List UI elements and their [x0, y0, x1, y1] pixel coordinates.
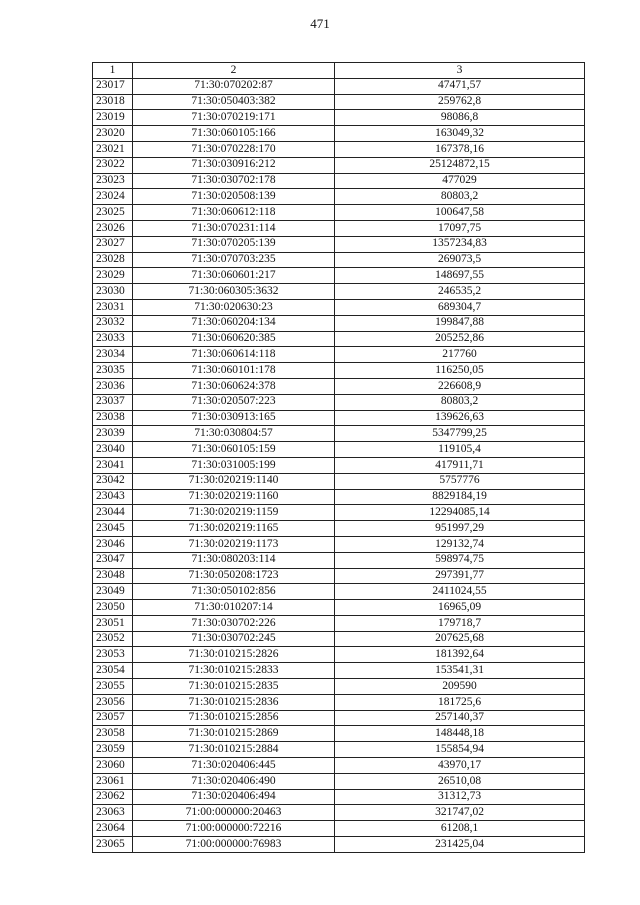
cadastral-value: 25124872,15 — [335, 157, 585, 173]
row-number: 23019 — [93, 110, 133, 126]
row-number: 23058 — [93, 726, 133, 742]
row-number: 23027 — [93, 236, 133, 252]
row-number: 23045 — [93, 521, 133, 537]
row-number: 23023 — [93, 173, 133, 189]
row-number: 23020 — [93, 126, 133, 142]
cadastral-value: 26510,08 — [335, 773, 585, 789]
cadastral-value: 205252,86 — [335, 331, 585, 347]
table-row — [93, 789, 585, 805]
cadastral-number: 71:30:030702:178 — [133, 173, 335, 189]
row-number: 23065 — [93, 837, 133, 853]
cadastral-number: 71:30:070202:87 — [133, 78, 335, 94]
table-row — [93, 331, 585, 347]
row-number: 23032 — [93, 315, 133, 331]
table-row — [93, 805, 585, 821]
table-row — [93, 710, 585, 726]
table-row — [93, 758, 585, 774]
row-number: 23053 — [93, 647, 133, 663]
cadastral-value: 209590 — [335, 679, 585, 695]
table-row — [93, 426, 585, 442]
table-row — [93, 363, 585, 379]
cadastral-number: 71:30:010215:2856 — [133, 710, 335, 726]
row-number: 23036 — [93, 378, 133, 394]
table-row — [93, 94, 585, 110]
row-number: 23062 — [93, 789, 133, 805]
cadastral-value: 43970,17 — [335, 758, 585, 774]
table-row — [93, 394, 585, 410]
cadastral-number: 71:30:070228:170 — [133, 141, 335, 157]
cadastral-number: 71:30:030702:226 — [133, 615, 335, 631]
row-number: 23017 — [93, 78, 133, 94]
table-row — [93, 126, 585, 142]
table-row — [93, 236, 585, 252]
cadastral-value: 226608,9 — [335, 378, 585, 394]
table-row — [93, 299, 585, 315]
table-row — [93, 252, 585, 268]
cadastral-value: 12294085,14 — [335, 505, 585, 521]
table-row — [93, 552, 585, 568]
cadastral-number: 71:30:020630:23 — [133, 299, 335, 315]
cadastral-value: 5347799,25 — [335, 426, 585, 442]
row-number: 23047 — [93, 552, 133, 568]
cadastral-number: 71:30:030916:212 — [133, 157, 335, 173]
page-number: 471 — [310, 16, 330, 31]
table-row — [93, 521, 585, 537]
cadastral-value: 257140,37 — [335, 710, 585, 726]
cadastral-number: 71:30:060601:217 — [133, 268, 335, 284]
row-number: 23034 — [93, 347, 133, 363]
cadastral-number: 71:00:000000:76983 — [133, 837, 335, 853]
cadastral-number: 71:30:020219:1160 — [133, 489, 335, 505]
cadastral-value: 148448,18 — [335, 726, 585, 742]
cadastral-number: 71:30:070703:235 — [133, 252, 335, 268]
column-header-1: 1 — [93, 63, 133, 79]
column-header-3: 3 — [335, 63, 585, 79]
table-row — [93, 505, 585, 521]
table-row — [93, 615, 585, 631]
cadastral-value: 155854,94 — [335, 742, 585, 758]
cadastral-value: 181725,6 — [335, 694, 585, 710]
table-row — [93, 141, 585, 157]
cadastral-number: 71:30:050403:382 — [133, 94, 335, 110]
cadastral-number: 71:30:030702:245 — [133, 631, 335, 647]
table-row — [93, 837, 585, 853]
table-row — [93, 663, 585, 679]
table-row — [93, 821, 585, 837]
cadastral-value: 689304,7 — [335, 299, 585, 315]
row-number: 23018 — [93, 94, 133, 110]
cadastral-value: 100647,58 — [335, 205, 585, 221]
cadastral-value: 231425,04 — [335, 837, 585, 853]
cadastral-number: 71:30:060305:3632 — [133, 284, 335, 300]
table-row — [93, 268, 585, 284]
row-number: 23057 — [93, 710, 133, 726]
cadastral-value: 181392,64 — [335, 647, 585, 663]
cadastral-value: 31312,73 — [335, 789, 585, 805]
table-row — [93, 347, 585, 363]
row-number: 23043 — [93, 489, 133, 505]
cadastral-value: 217760 — [335, 347, 585, 363]
cadastral-value: 179718,7 — [335, 615, 585, 631]
cadastral-number: 71:30:060105:166 — [133, 126, 335, 142]
cadastral-number: 71:30:020507:223 — [133, 394, 335, 410]
cadastral-number: 71:30:060612:118 — [133, 205, 335, 221]
cadastral-value: 477029 — [335, 173, 585, 189]
cadastral-value-table — [92, 62, 585, 853]
table-row — [93, 742, 585, 758]
cadastral-number: 71:00:000000:20463 — [133, 805, 335, 821]
cadastral-number: 71:30:070205:139 — [133, 236, 335, 252]
cadastral-number: 71:30:020219:1173 — [133, 536, 335, 552]
row-number: 23052 — [93, 631, 133, 647]
cadastral-value: 148697,55 — [335, 268, 585, 284]
cadastral-number: 71:30:031005:199 — [133, 457, 335, 473]
table-row — [93, 457, 585, 473]
cadastral-number: 71:30:020219:1140 — [133, 473, 335, 489]
table-body — [93, 78, 585, 852]
cadastral-value: 98086,8 — [335, 110, 585, 126]
cadastral-number: 71:30:010215:2833 — [133, 663, 335, 679]
row-number: 23037 — [93, 394, 133, 410]
cadastral-value: 598974,75 — [335, 552, 585, 568]
row-number: 23025 — [93, 205, 133, 221]
cadastral-number: 71:30:020406:490 — [133, 773, 335, 789]
cadastral-number: 71:30:060105:159 — [133, 442, 335, 458]
table-row — [93, 157, 585, 173]
cadastral-number: 71:30:030913:165 — [133, 410, 335, 426]
row-number: 23051 — [93, 615, 133, 631]
row-number: 23056 — [93, 694, 133, 710]
cadastral-number: 71:30:010215:2869 — [133, 726, 335, 742]
cadastral-value: 119105,4 — [335, 442, 585, 458]
cadastral-number: 71:30:010215:2836 — [133, 694, 335, 710]
cadastral-value: 259762,8 — [335, 94, 585, 110]
row-number: 23049 — [93, 584, 133, 600]
cadastral-value: 139626,63 — [335, 410, 585, 426]
row-number: 23033 — [93, 331, 133, 347]
row-number: 23029 — [93, 268, 133, 284]
cadastral-value: 246535,2 — [335, 284, 585, 300]
table-row — [93, 473, 585, 489]
cadastral-value: 5757776 — [335, 473, 585, 489]
cadastral-number: 71:30:060624:378 — [133, 378, 335, 394]
cadastral-number: 71:30:020219:1159 — [133, 505, 335, 521]
table-row — [93, 584, 585, 600]
row-number: 23048 — [93, 568, 133, 584]
table-row — [93, 631, 585, 647]
cadastral-number: 71:30:030804:57 — [133, 426, 335, 442]
row-number: 23059 — [93, 742, 133, 758]
cadastral-value: 321747,02 — [335, 805, 585, 821]
cadastral-value: 16965,09 — [335, 600, 585, 616]
cadastral-number: 71:30:070219:171 — [133, 110, 335, 126]
table-row — [93, 189, 585, 205]
row-number: 23035 — [93, 363, 133, 379]
table-row — [93, 410, 585, 426]
table-row — [93, 442, 585, 458]
column-header-2: 2 — [133, 63, 335, 79]
row-number: 23024 — [93, 189, 133, 205]
cadastral-number: 71:30:050102:856 — [133, 584, 335, 600]
table-row — [93, 220, 585, 236]
cadastral-value: 116250,05 — [335, 363, 585, 379]
table-row — [93, 284, 585, 300]
table-row — [93, 694, 585, 710]
row-number: 23030 — [93, 284, 133, 300]
table-header-row — [93, 63, 585, 79]
cadastral-number: 71:30:050208:1723 — [133, 568, 335, 584]
table-row — [93, 726, 585, 742]
row-number: 23046 — [93, 536, 133, 552]
row-number: 23050 — [93, 600, 133, 616]
table-row — [93, 647, 585, 663]
cadastral-number: 71:30:010215:2884 — [133, 742, 335, 758]
row-number: 23021 — [93, 141, 133, 157]
cadastral-number: 71:00:000000:72216 — [133, 821, 335, 837]
table-row — [93, 315, 585, 331]
cadastral-number: 71:30:020406:494 — [133, 789, 335, 805]
cadastral-value: 61208,1 — [335, 821, 585, 837]
cadastral-value: 297391,77 — [335, 568, 585, 584]
row-number: 23022 — [93, 157, 133, 173]
row-number: 23028 — [93, 252, 133, 268]
row-number: 23063 — [93, 805, 133, 821]
row-number: 23042 — [93, 473, 133, 489]
cadastral-value: 207625,68 — [335, 631, 585, 647]
cadastral-number: 71:30:060620:385 — [133, 331, 335, 347]
row-number: 23040 — [93, 442, 133, 458]
table-row — [93, 205, 585, 221]
cadastral-value: 80803,2 — [335, 189, 585, 205]
table-row — [93, 679, 585, 695]
cadastral-value: 2411024,55 — [335, 584, 585, 600]
row-number: 23031 — [93, 299, 133, 315]
row-number: 23038 — [93, 410, 133, 426]
row-number: 23026 — [93, 220, 133, 236]
table-row — [93, 536, 585, 552]
cadastral-value: 8829184,19 — [335, 489, 585, 505]
cadastral-value: 17097,75 — [335, 220, 585, 236]
cadastral-number: 71:30:010215:2835 — [133, 679, 335, 695]
cadastral-value: 129132,74 — [335, 536, 585, 552]
row-number: 23044 — [93, 505, 133, 521]
row-number: 23041 — [93, 457, 133, 473]
cadastral-number: 71:30:080203:114 — [133, 552, 335, 568]
table-row — [93, 568, 585, 584]
row-number: 23039 — [93, 426, 133, 442]
cadastral-value: 269073,5 — [335, 252, 585, 268]
cadastral-number: 71:30:020219:1165 — [133, 521, 335, 537]
row-number: 23060 — [93, 758, 133, 774]
cadastral-value: 153541,31 — [335, 663, 585, 679]
cadastral-number: 71:30:070231:114 — [133, 220, 335, 236]
cadastral-number: 71:30:060204:134 — [133, 315, 335, 331]
cadastral-value: 951997,29 — [335, 521, 585, 537]
cadastral-value: 47471,57 — [335, 78, 585, 94]
cadastral-value: 417911,71 — [335, 457, 585, 473]
cadastral-value: 167378,16 — [335, 141, 585, 157]
cadastral-number: 71:30:010215:2826 — [133, 647, 335, 663]
cadastral-number: 71:30:020508:139 — [133, 189, 335, 205]
table-row — [93, 773, 585, 789]
cadastral-value: 1357234,83 — [335, 236, 585, 252]
cadastral-number: 71:30:060614:118 — [133, 347, 335, 363]
table-row — [93, 173, 585, 189]
row-number: 23054 — [93, 663, 133, 679]
cadastral-value: 199847,88 — [335, 315, 585, 331]
cadastral-value: 163049,32 — [335, 126, 585, 142]
cadastral-value: 80803,2 — [335, 394, 585, 410]
cadastral-number: 71:30:060101:178 — [133, 363, 335, 379]
cadastral-number: 71:30:020406:445 — [133, 758, 335, 774]
row-number: 23061 — [93, 773, 133, 789]
row-number: 23064 — [93, 821, 133, 837]
table-row — [93, 600, 585, 616]
table-row — [93, 110, 585, 126]
cadastral-number: 71:30:010207:14 — [133, 600, 335, 616]
table-row — [93, 378, 585, 394]
row-number: 23055 — [93, 679, 133, 695]
table-row — [93, 78, 585, 94]
table-row — [93, 489, 585, 505]
